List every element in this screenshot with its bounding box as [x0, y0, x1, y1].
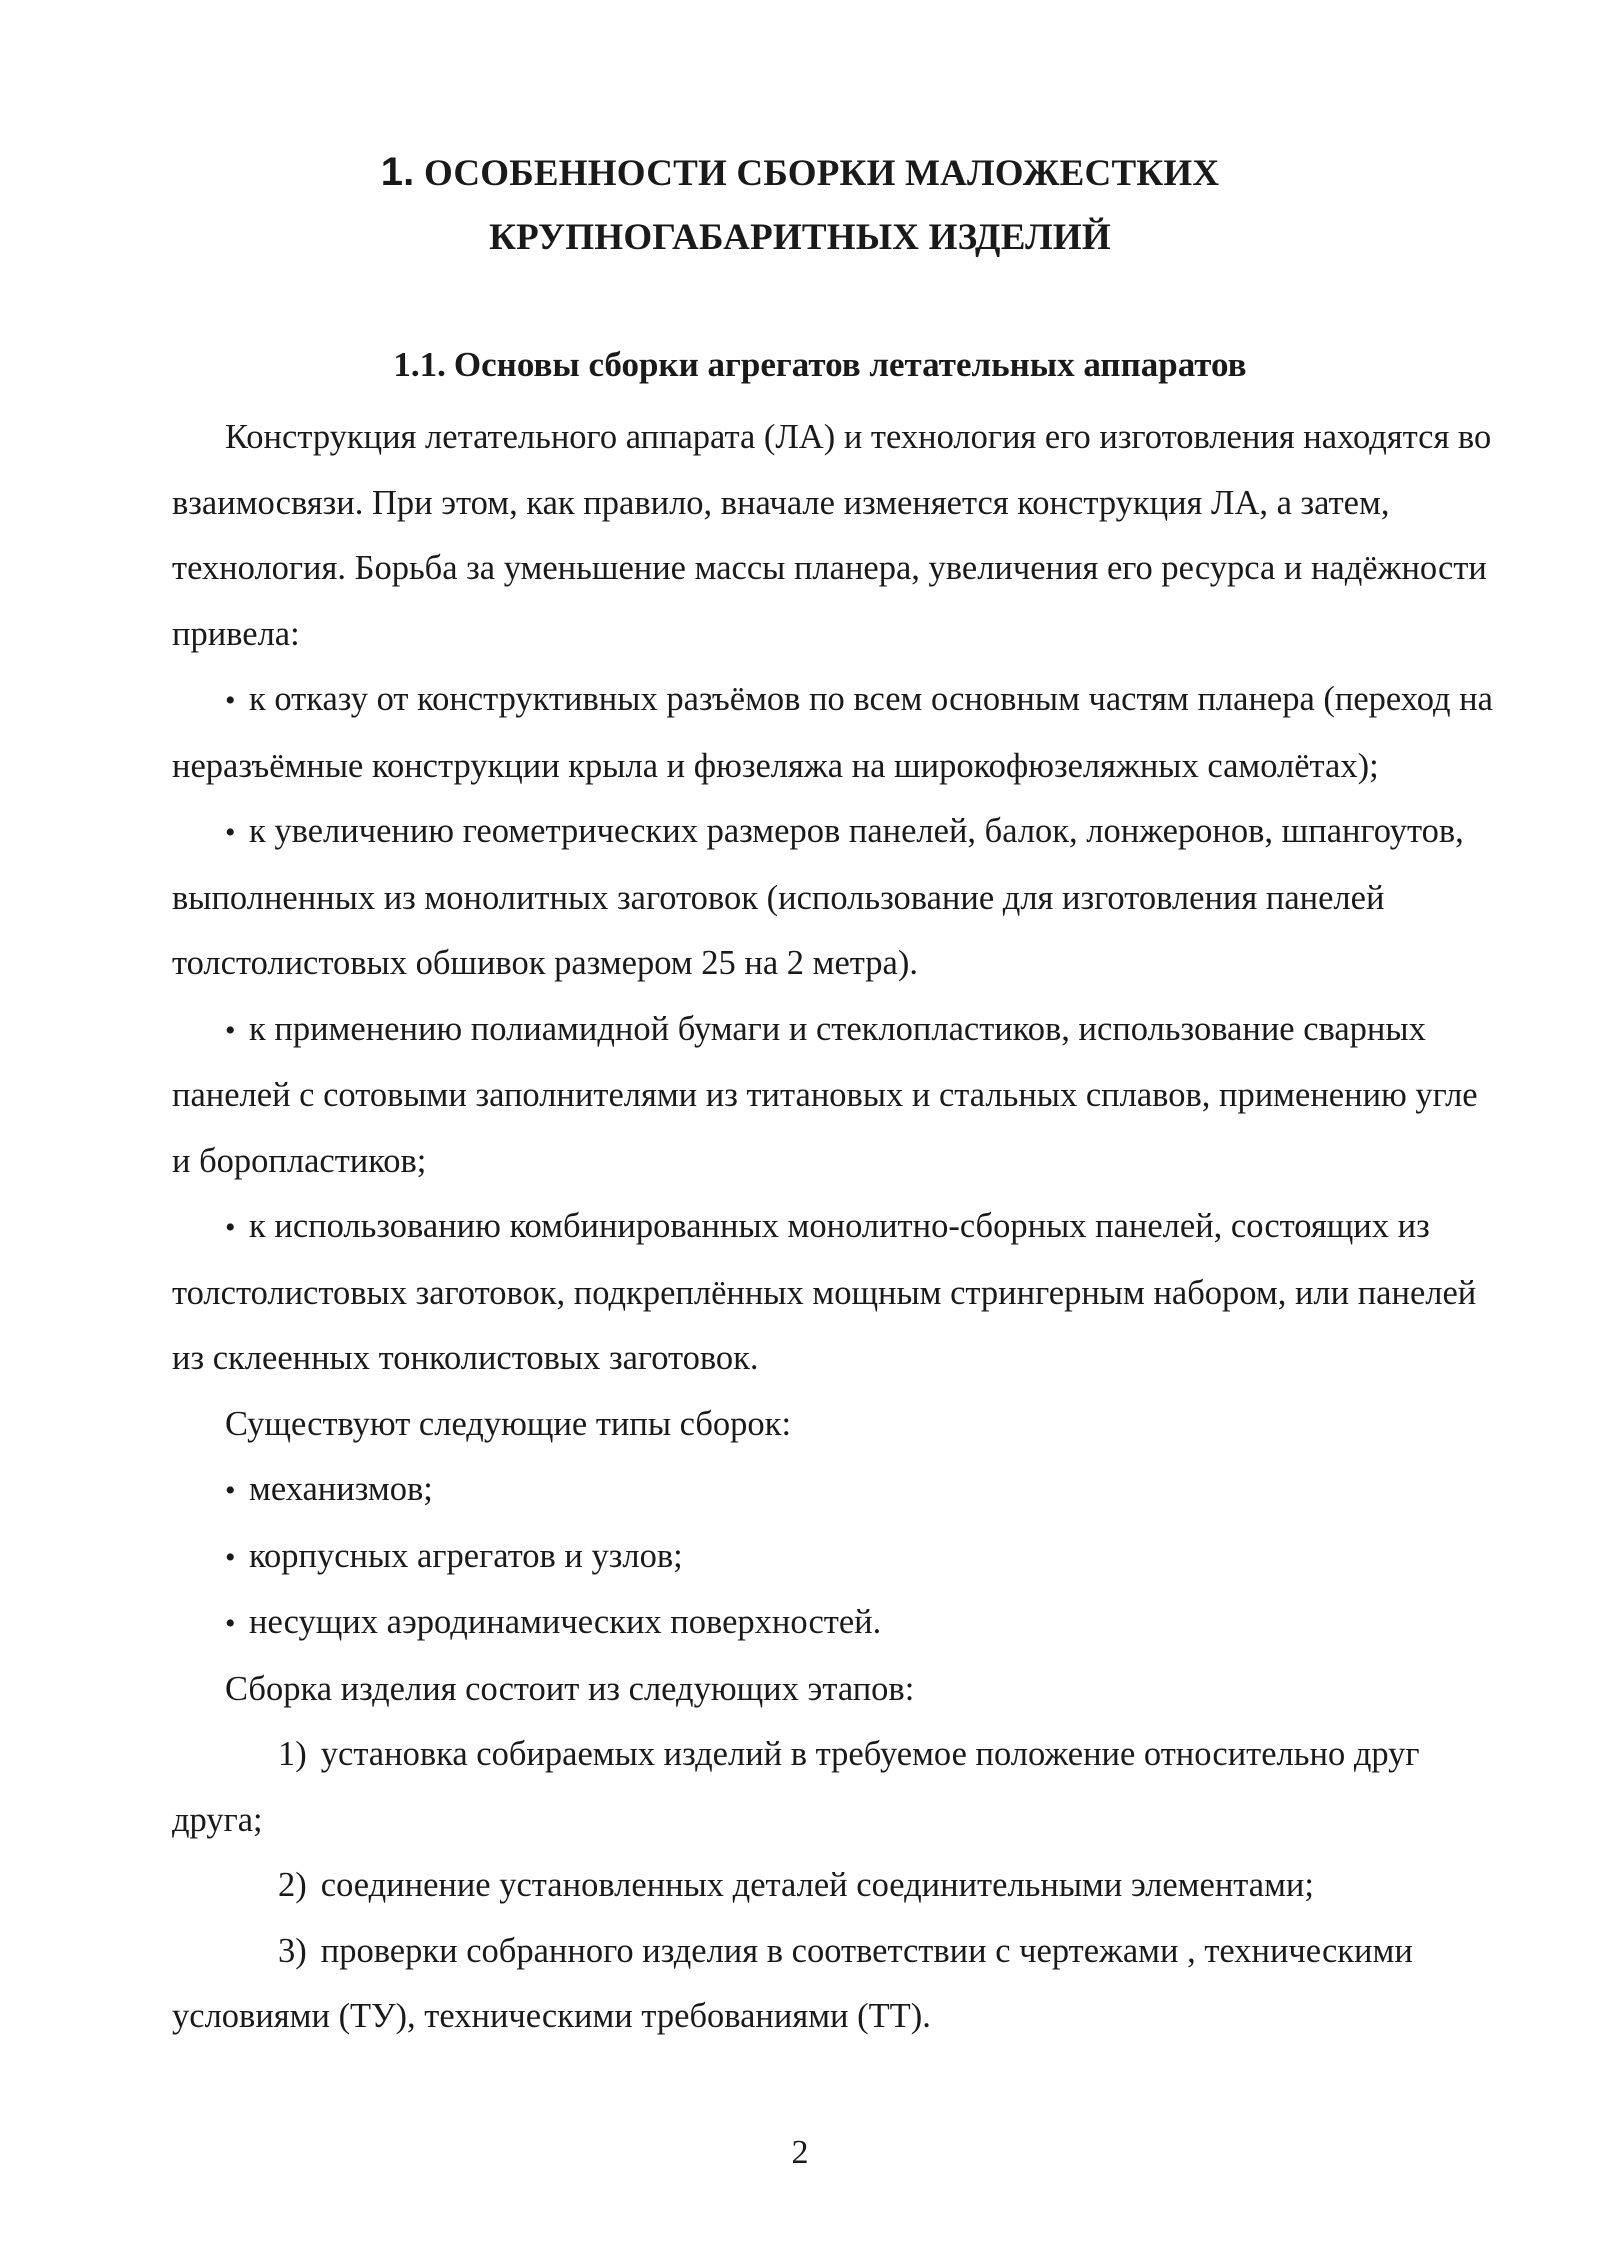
bullet-icon: • [225, 1540, 236, 1574]
bullet-icon: • [225, 816, 236, 849]
section-title-text: Основы сборки агрегатов летательных аппаратов [453, 345, 1247, 384]
bullet-icon: • [225, 684, 236, 717]
paragraph-stages-intro: Сборка изделия состоит из следующих этапов: [225, 1669, 915, 1708]
bullet-text: механизмов; [249, 1470, 433, 1508]
bullet-icon: • [225, 1607, 236, 1640]
bullet-item [172, 799, 1502, 997]
chapter-title-line-2: КРУПНОГАБАРИТНЫХ ИЗДЕЛИЙ [489, 217, 1111, 258]
bullet-text: несущих аэродинамических поверхностей. [249, 1603, 882, 1641]
paragraph-types-intro: Существуют следующие типы сборок: [225, 1404, 792, 1443]
numbered-item [172, 1919, 1502, 2050]
chapter-title [0, 140, 1600, 270]
item-number: 1) [278, 1735, 307, 1773]
item-text: соединение установленных деталей соединительными элементами; [320, 1866, 1314, 1904]
bullet-text: корпусных агрегатов и узлов; [249, 1536, 683, 1575]
paragraph-intro: Конструкция летательного аппарата (ЛА) и технология его изготовления находятся во взаимосвязи. При этом, как правило, вначале изменяется конструкция ЛА, а затем, технология. Борьба за уменьшение массы планера, увеличения его ресурса и надёжности привела: [172, 418, 1492, 653]
numbered-item [172, 1853, 1502, 1919]
body-text [172, 405, 1502, 2050]
item-text: установка собираемых изделий в требуемое положение относительно друг друга; [172, 1735, 1420, 1839]
bullet-item [172, 997, 1502, 1195]
page-number: 2 [791, 2134, 809, 2171]
bullet-text: к использованию комбинированных монолитно-сборных панелей, состоящих из толстолистовых заготовок, подкреплённых мощным стрингерным набором, или панелей из склеенных тонколистовых заготовок. [172, 1207, 1477, 1377]
bullet-text: к увеличению геометрических размеров панелей, балок, лонжеронов, шпангоутов, выполненных из монолитных заготовок (использование для изготовления панелей толстолистовых обшивок размером 25 на 2 метра). [172, 812, 1464, 982]
bullet-item [172, 1457, 1502, 1524]
item-text: проверки собранного изделия в соответствии с чертежами , техническими условиями (ТУ), техническими требованиями (ТТ). [172, 1931, 1413, 2035]
chapter-title-line-1 [0, 140, 1600, 206]
bullet-item [172, 1194, 1502, 1392]
bullet-item [172, 1590, 1502, 1657]
chapter-number: 1. [380, 150, 415, 194]
section-title [0, 340, 1600, 390]
bullet-item [172, 1524, 1502, 1591]
section-number: 1.1. [393, 345, 446, 384]
bullet-icon: • [225, 1211, 236, 1244]
item-number: 2) [278, 1866, 307, 1904]
bullet-icon: • [225, 1013, 236, 1047]
bullet-text: к применению полиамидной бумаги и стеклопластиков, использование сварных панелей с сотовыми заполнителями из титановых и стальных сплавов, применению угле и боропластиков; [172, 1009, 1478, 1180]
item-number: 3) [278, 1931, 307, 1970]
bullet-icon: • [225, 1474, 236, 1507]
chapter-title-text-1: ОСОБЕННОСТИ СБОРКИ МАЛОЖЕСТКИХ [423, 153, 1220, 194]
bullet-item [172, 667, 1502, 799]
numbered-item [172, 1722, 1502, 1853]
bullet-text: к отказу от конструктивных разъёмов по всем основным частям планера (переход на неразъёмные конструкции крыла и фюзеляжа на широкофюзеляжных самолётах); [172, 680, 1493, 785]
